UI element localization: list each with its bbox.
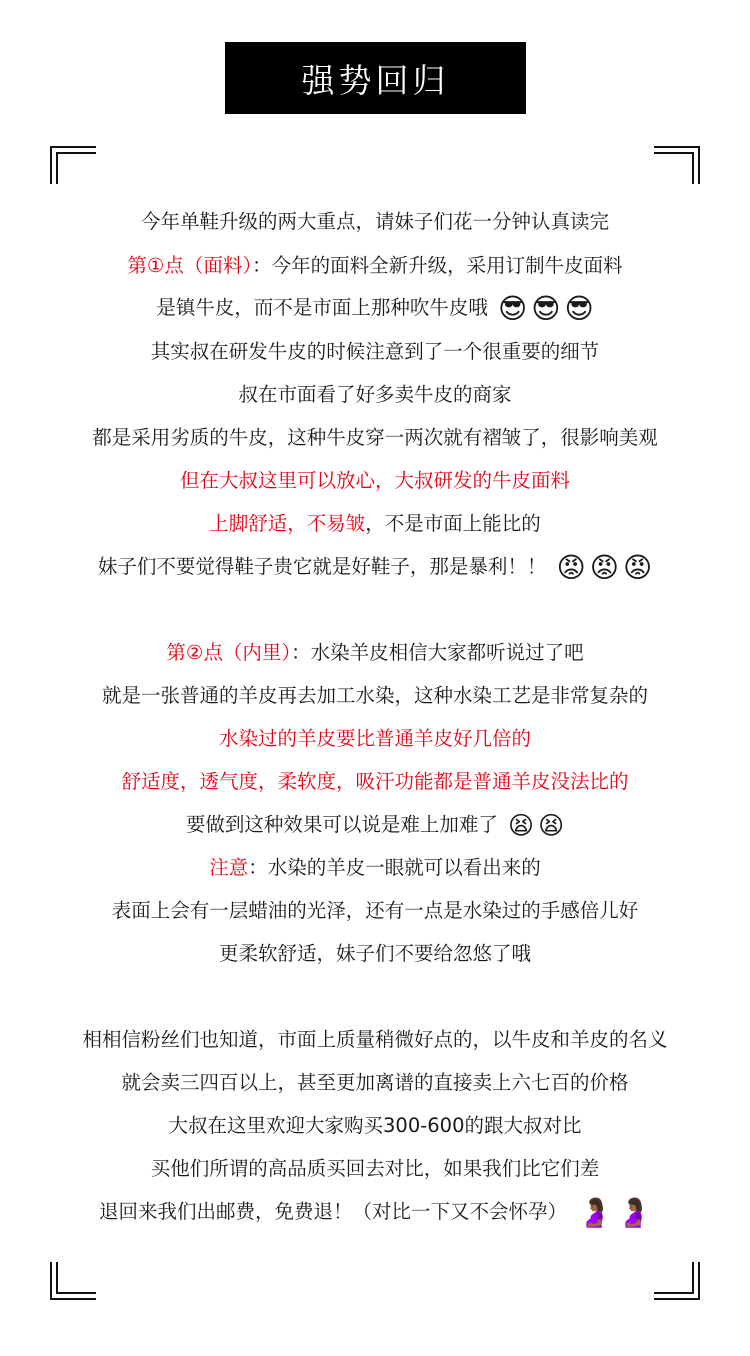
- cool-emoji-icon: 😎: [564, 292, 594, 325]
- tired-emoji-icon: 😫: [538, 811, 565, 840]
- corner-bracket-bottom-right: [652, 1260, 700, 1300]
- point-one-heading: 第①点（面料）: [127, 254, 253, 277]
- corner-bracket-top-left: [50, 146, 98, 186]
- highlight-line: 但在大叔这里可以放心，大叔研发的牛皮面料: [179, 469, 570, 492]
- pregnant-woman-emoji-icon: 🤰🏾: [616, 1196, 651, 1229]
- cool-emoji-icon: 😎: [531, 292, 561, 325]
- text-line: 表面上会有一层蜡油的光泽，还有一点是水染过的手感倍儿好: [111, 899, 639, 922]
- highlight-segment: 上脚舒适，不易皱: [209, 512, 366, 535]
- point-two-heading: 第②点（内里）: [166, 641, 292, 664]
- text-line: 其实叔在研发牛皮的时候注意到了一个很重要的细节: [150, 340, 600, 363]
- text-line: 相相信粉丝们也知道，市面上质量稍微好点的，以牛皮和羊皮的名义: [82, 1028, 668, 1051]
- text-line: [0, 509, 750, 539]
- text-segment: ，不是市面上能比的: [365, 512, 541, 535]
- text-segment: 要做到这种效果可以说是难上加难了: [185, 813, 498, 836]
- text-segment: 是镇牛皮，而不是市面上那种吹牛皮哦: [156, 296, 488, 319]
- text-line: [0, 638, 750, 668]
- text-line: 都是采用劣质的牛皮，这种牛皮穿一两次就有褶皱了，很影响美观: [92, 426, 658, 449]
- text-line: 就是一张普通的羊皮再去加工水染，这种水染工艺是非常复杂的: [101, 684, 648, 707]
- text-line: [0, 810, 750, 840]
- text-segment: ：今年的面料全新升级，采用订制牛皮面料: [252, 254, 623, 277]
- corner-bracket-bottom-left: [50, 1260, 98, 1300]
- text-line: 今年单鞋升级的两大重点，请妹子们花一分钟认真读完: [140, 210, 609, 233]
- text-line: 就会卖三四百以上，甚至更加离谱的直接卖上六七百的价格: [121, 1071, 629, 1094]
- text-line: 买他们所谓的高品质买回去对比，如果我们比它们差: [150, 1157, 600, 1180]
- page-title: 强势回归: [225, 42, 526, 114]
- tired-emoji-icon: 😫: [508, 811, 535, 840]
- cool-emoji-icon: 😎: [498, 292, 528, 325]
- text-line: [0, 293, 750, 323]
- text-segment: 妹子们不要觉得鞋子贵它就是好鞋子，那是暴利！！: [97, 555, 547, 578]
- text-line: [0, 853, 750, 883]
- pregnant-woman-emoji-icon: 🤰🏾: [577, 1196, 613, 1229]
- text-line: [0, 251, 750, 281]
- text-segment: 退回来我们出邮费，免费退！（对比一下又不会怀孕）: [99, 1200, 568, 1223]
- angry-emoji-icon: 😡: [556, 551, 586, 584]
- text-line: [0, 1197, 750, 1227]
- text-line: [0, 552, 750, 582]
- highlight-line: 水染过的羊皮要比普通羊皮好几倍的: [218, 727, 531, 750]
- angry-emoji-icon: 😡: [589, 551, 619, 584]
- corner-bracket-top-right: [652, 146, 700, 186]
- text-segment: ：水染的羊皮一眼就可以看出来的: [248, 856, 541, 879]
- text-line: 更柔软舒适，妹子们不要给忽悠了哦: [218, 942, 531, 965]
- text-segment: ：水染羊皮相信大家都听说过了吧: [291, 641, 584, 664]
- text-line: 大叔在这里欢迎大家购买300-600的跟大叔对比: [168, 1114, 582, 1137]
- text-line: 叔在市面看了好多卖牛皮的商家: [238, 383, 512, 406]
- highlight-line: 舒适度，透气度，柔软度，吸汗功能都是普通羊皮没法比的: [121, 770, 629, 793]
- angry-emoji-icon: 😡: [622, 551, 653, 584]
- notice-label: 注意: [209, 856, 249, 879]
